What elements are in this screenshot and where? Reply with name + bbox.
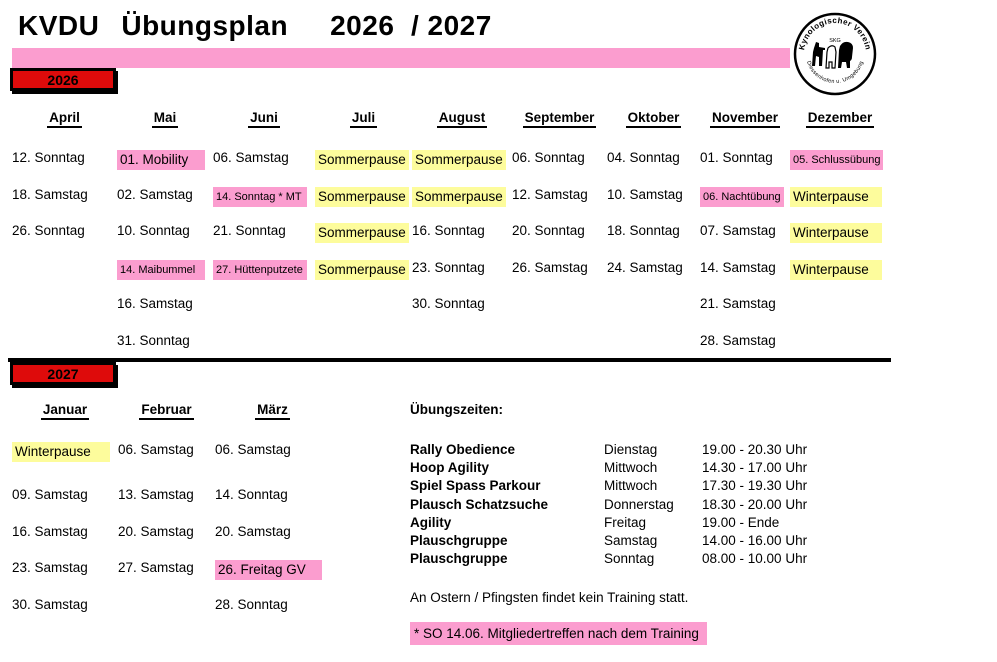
calendar-cell — [607, 148, 700, 185]
highlighted-entry: Sommerpause — [315, 223, 409, 243]
weekday: Mittwoch — [604, 478, 658, 494]
title-club: KVDU — [18, 10, 100, 41]
calendar-cell — [412, 221, 512, 258]
month-header — [315, 110, 412, 148]
time-range: 08.00 - 10.00 Uhr — [702, 551, 808, 567]
calendar-cell — [117, 331, 213, 368]
date-entry: 28. Samstag — [700, 332, 776, 348]
highlighted-entry: Sommerpause — [315, 260, 409, 280]
calendar-cell — [412, 294, 512, 331]
calendar-cell — [700, 294, 790, 331]
highlighted-entry: Sommerpause — [315, 150, 409, 170]
logo-skg-text: SKG — [829, 38, 841, 44]
calendar-cell — [315, 258, 412, 295]
calendar-cell — [790, 221, 890, 258]
calendar-cell — [512, 185, 607, 222]
calendar-cell — [12, 440, 118, 485]
logo-bottom-text: Diessenhofen u. Umgebung — [805, 60, 865, 86]
calendar-cell — [213, 221, 315, 258]
calendar-cell — [213, 258, 315, 295]
calendar-cell — [118, 440, 215, 485]
time-row — [410, 459, 830, 477]
time-row — [410, 441, 830, 459]
calendar-cell — [512, 258, 607, 295]
month-header — [215, 402, 330, 440]
calendar-cell — [412, 185, 512, 222]
calendar-cell — [607, 331, 700, 368]
month-header — [790, 110, 890, 148]
time-row — [410, 550, 830, 568]
calendar-cell — [315, 185, 412, 222]
activity-name: Rally Obedience — [410, 442, 516, 457]
time-range: 19.00 - Ende — [702, 514, 780, 530]
weekday: Samstag — [604, 533, 658, 549]
date-entry: 09. Samstag — [12, 487, 88, 502]
calendar-cell — [790, 148, 890, 185]
date-entry: 30. Samstag — [12, 597, 88, 612]
calendar-cell — [118, 522, 215, 558]
activity-name: Plauschgruppe — [410, 551, 508, 567]
date-entry: 06. Samstag — [215, 442, 291, 457]
calendar-cell — [607, 294, 700, 331]
highlighted-entry: Sommerpause — [315, 187, 409, 207]
calendar-cell — [790, 331, 890, 368]
highlighted-entry: 27. Hüttenputzete — [213, 260, 307, 280]
date-entry: 12. Samstag — [512, 186, 588, 202]
calendar-cell — [512, 221, 607, 258]
section-divider — [8, 358, 891, 362]
date-entry: 20. Sonntag — [512, 223, 585, 239]
calendar-cell — [118, 558, 215, 595]
calendar-cell — [700, 148, 790, 185]
calendar-cell — [117, 185, 213, 222]
date-entry: 21. Sonntag — [213, 223, 286, 239]
month-label: Januar — [41, 402, 89, 420]
date-entry: 13. Samstag — [118, 487, 194, 502]
weekday: Sonntag — [604, 551, 655, 567]
date-entry: 26. Sonntag — [12, 223, 85, 239]
date-entry: 16. Sonntag — [412, 223, 485, 239]
calendar-cell — [215, 522, 330, 558]
club-logo — [791, 8, 879, 96]
date-entry: 01. Sonntag — [700, 150, 773, 165]
date-entry: 23. Sonntag — [412, 259, 485, 275]
calendar-cell — [700, 258, 790, 295]
month-header — [213, 110, 315, 148]
calendar-cell — [117, 148, 213, 185]
highlighted-entry: Winterpause — [790, 187, 882, 207]
calendar-cell — [790, 185, 890, 222]
highlighted-entry: Sommerpause — [412, 150, 506, 170]
calendar-cell — [12, 185, 117, 222]
date-entry: 23. Samstag — [12, 560, 88, 575]
month-label: September — [523, 110, 597, 128]
time-row — [410, 496, 830, 514]
calendar-cell — [700, 185, 790, 222]
calendar-cell — [315, 221, 412, 258]
month-label: März — [255, 402, 290, 420]
times-table — [410, 441, 830, 568]
date-entry: 21. Samstag — [700, 296, 776, 312]
calendar-cell — [607, 258, 700, 295]
calendar-cell — [12, 595, 118, 632]
activity-name: Plauschgruppe — [410, 533, 508, 549]
date-entry: 06. Sonntag — [512, 150, 585, 165]
title-plan: Übungsplan — [121, 10, 289, 41]
date-entry: 30. Sonntag — [412, 296, 485, 312]
time-range: 17.30 - 19.30 Uhr — [702, 478, 808, 494]
highlighted-entry: 14. Maibummel — [117, 260, 205, 280]
date-entry: 27. Samstag — [118, 560, 194, 575]
month-label: Mai — [152, 110, 179, 128]
year-badge-2026 — [10, 68, 116, 91]
weekday: Freitag — [604, 514, 647, 530]
calendar-cell — [315, 148, 412, 185]
calendar-cell — [213, 331, 315, 368]
weekday: Mittwoch — [604, 460, 658, 476]
date-entry: 07. Samstag — [700, 223, 776, 239]
calendar-cell — [315, 331, 412, 368]
highlighted-entry: 26. Freitag GV — [215, 560, 322, 580]
training-times — [410, 402, 830, 645]
calendar-cell — [12, 221, 117, 258]
month-label: Februar — [139, 402, 193, 420]
calendar-cell — [118, 595, 215, 632]
highlighted-entry: Winterpause — [12, 442, 110, 462]
month-header — [118, 402, 215, 440]
calendar-2027 — [12, 402, 330, 632]
member-meeting-note: * SO 14.06. Mitgliedertreffen nach dem Training — [410, 622, 707, 645]
holiday-note: An Ostern / Pfingsten findet kein Training statt. — [410, 590, 689, 606]
date-entry: 24. Samstag — [607, 259, 683, 275]
highlighted-entry: Winterpause — [790, 223, 882, 243]
calendar-2026 — [12, 110, 890, 368]
title-years: 2026 / 2027 — [330, 10, 492, 41]
month-header — [700, 110, 790, 148]
year-badge-label: 2026 — [47, 71, 79, 88]
time-row — [410, 514, 830, 532]
month-label: Juli — [350, 110, 377, 128]
activity-name: Hoop Agility — [410, 460, 489, 476]
date-entry: 14. Sonntag — [215, 487, 288, 502]
month-header — [607, 110, 700, 148]
calendar-cell — [12, 558, 118, 595]
calendar-cell — [315, 294, 412, 331]
calendar-cell — [607, 185, 700, 222]
calendar-cell — [512, 331, 607, 368]
activity-name: Agility — [410, 514, 452, 530]
year-badge-label: 2027 — [47, 365, 79, 382]
calendar-cell — [118, 485, 215, 522]
date-entry: 16. Samstag — [12, 524, 88, 539]
calendar-cell — [213, 294, 315, 331]
calendar-cell — [117, 221, 213, 258]
calendar-cell — [607, 221, 700, 258]
date-entry: 04. Sonntag — [607, 150, 680, 165]
page-title — [18, 10, 492, 42]
calendar-cell — [512, 148, 607, 185]
date-entry: 28. Sonntag — [215, 597, 288, 612]
month-label: Oktober — [626, 110, 682, 128]
activity-name: Plausch Schatzsuche — [410, 496, 549, 512]
calendar-cell — [215, 595, 330, 632]
month-label: Dezember — [806, 110, 875, 128]
highlighted-entry: 14. Sonntag * MT — [213, 187, 307, 207]
month-label: August — [437, 110, 488, 128]
date-entry: 12. Sonntag — [12, 150, 85, 165]
highlighted-entry: 05. Schlussübung — [790, 150, 883, 170]
highlighted-entry: Winterpause — [790, 260, 882, 280]
calendar-cell — [215, 558, 330, 595]
calendar-cell — [12, 522, 118, 558]
calendar-cell — [12, 148, 117, 185]
activity-name: Spiel Spass Parkour — [410, 478, 541, 494]
calendar-cell — [12, 294, 117, 331]
date-entry: 06. Samstag — [118, 442, 194, 457]
date-entry: 26. Samstag — [512, 259, 588, 275]
weekday: Dienstag — [604, 442, 658, 457]
month-header — [117, 110, 213, 148]
highlighted-entry: 06. Nachtübung — [700, 187, 784, 207]
title-pink-bar — [12, 48, 790, 68]
date-entry: 02. Samstag — [117, 186, 193, 202]
calendar-cell — [700, 331, 790, 368]
calendar-cell — [215, 485, 330, 522]
calendar-cell — [412, 258, 512, 295]
month-label: November — [710, 110, 780, 128]
date-entry: 06. Samstag — [213, 150, 289, 165]
highlighted-entry: Sommerpause — [412, 187, 506, 207]
times-heading: Übungszeiten: — [410, 402, 503, 417]
month-header — [12, 110, 117, 148]
date-entry: 18. Samstag — [12, 186, 88, 202]
calendar-cell — [117, 294, 213, 331]
calendar-cell — [412, 148, 512, 185]
date-entry: 20. Samstag — [118, 524, 194, 539]
date-entry: 14. Samstag — [700, 259, 776, 275]
calendar-cell — [12, 485, 118, 522]
highlighted-entry: 01. Mobility — [117, 150, 205, 170]
calendar-cell — [213, 185, 315, 222]
calendar-cell — [790, 294, 890, 331]
calendar-cell — [213, 148, 315, 185]
time-range: 14.00 - 16.00 Uhr — [702, 533, 808, 549]
month-header — [512, 110, 607, 148]
calendar-cell — [117, 258, 213, 295]
time-range: 14.30 - 17.00 Uhr — [702, 460, 808, 476]
calendar-cell — [215, 440, 330, 485]
month-header — [12, 402, 118, 440]
time-row — [410, 532, 830, 550]
calendar-cell — [12, 258, 117, 295]
calendar-cell — [790, 258, 890, 295]
weekday: Donnerstag — [604, 496, 674, 512]
date-entry: 31. Sonntag — [117, 332, 190, 348]
time-range: 18.30 - 20.00 Uhr — [702, 496, 808, 512]
month-header — [412, 110, 512, 148]
date-entry: 16. Samstag — [117, 296, 193, 312]
calendar-cell — [12, 331, 117, 368]
calendar-cell — [512, 294, 607, 331]
time-range: 19.00 - 20.30 Uhr — [702, 442, 808, 457]
date-entry: 18. Sonntag — [607, 223, 680, 239]
calendar-cell — [412, 331, 512, 368]
date-entry: 10. Samstag — [607, 186, 683, 202]
logo-top-text: Kynologischer Verein — [797, 15, 873, 51]
time-row — [410, 477, 830, 495]
date-entry: 10. Sonntag — [117, 223, 190, 239]
month-label: April — [47, 110, 82, 128]
calendar-cell — [700, 221, 790, 258]
month-label: Juni — [248, 110, 280, 128]
date-entry: 20. Samstag — [215, 524, 291, 539]
